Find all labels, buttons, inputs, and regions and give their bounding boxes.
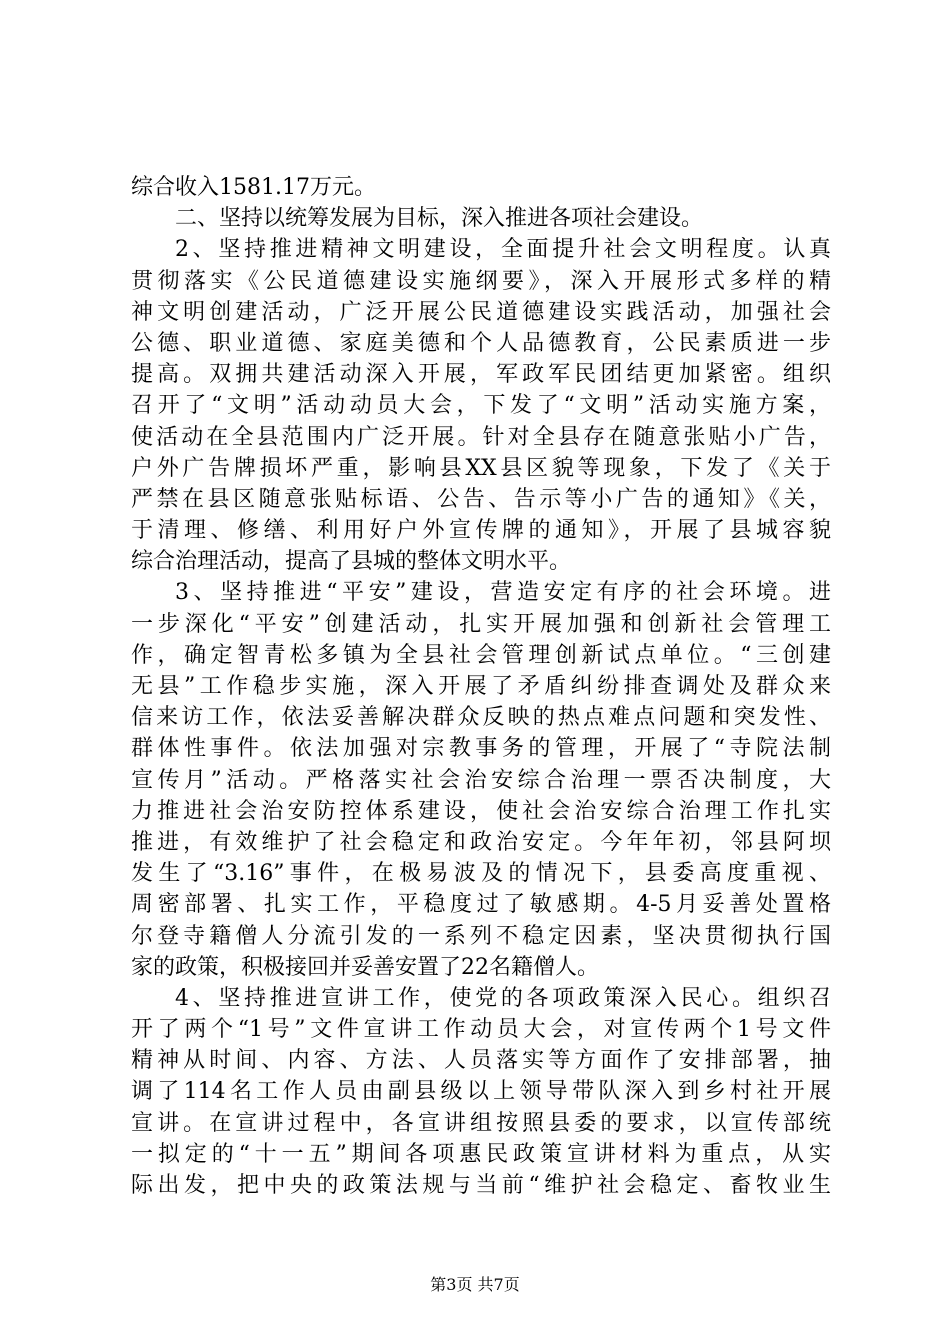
text-line: 3、坚持推进“平安”建设，营造安定有序的社会环境。进 [175,580,831,606]
text-line: 综合治理活动，提高了县城的整体文明水平。 [131,549,572,575]
text-line: 提高。双拥共建活动深入开展，军政军民团结更加紧密。组织 [131,362,831,388]
text-line: 综合收入1581.17万元。 [131,175,376,200]
text-line: 宣传月”活动。严格落实社会治安综合治理一票否决制度，大 [131,767,831,793]
text-line: 一拟定的“十一五”期间各项惠民政策宣讲材料为重点，从实 [131,1141,831,1167]
text-line: 精神从时间、内容、方法、人员落实等方面作了安排部署，抽 [131,1048,831,1074]
text-line: 推进，有效维护了社会稳定和政治安定。今年年初，邻县阿坝 [131,829,831,855]
text-line: 户外广告牌损坏严重，影响县XX县区貌等现象，下发了《关于 [131,455,831,481]
text-line: 神文明创建活动，广泛开展公民道德建设实践活动，加强社会 [131,299,831,325]
text-line: 家的政策，积极接回并妥善安置了22名籍僧人。 [131,954,599,980]
text-line: 群体性事件。依法加强对宗教事务的管理，开展了“寺院法制 [131,736,831,762]
text-line: 信来访工作，依法妥善解决群众反映的热点难点问题和突发性、 [131,705,831,731]
text-line: 周密部署、扎实工作，平稳度过了敏感期。4-5月妥善处置格 [131,892,831,918]
text-line: 公德、职业道德、家庭美德和个人品德教育，公民素质进一步 [131,330,831,356]
text-line: 2、坚持推进精神文明建设，全面提升社会文明程度。认真 [175,237,831,263]
text-line: 发生了“3.16”事件，在极易波及的情况下，县委高度重视、 [131,861,831,887]
text-line: 贯彻落实《公民道德建设实施纲要》，深入开展形式多样的精 [131,268,831,294]
text-line: 无县”工作稳步实施，深入开展了矛盾纠纷排查调处及群众来 [131,674,831,699]
text-line: 于清理、修缮、利用好户外宣传牌的通知》，开展了县城容貌 [131,518,831,544]
text-line: 尔登寺籍僧人分流引发的一系列不稳定因素，坚决贯彻执行国 [131,923,831,949]
text-line: 际出发，把中央的政策法规与当前“维护社会稳定、畜牧业生 [131,1173,831,1198]
page-footer: 第3页 共7页 [430,1275,520,1294]
text-line: 4、坚持推进宣讲工作，使党的各项政策深入民心。组织召 [175,985,831,1011]
text-line: 二、坚持以统筹发展为目标，深入推进各项社会建设。 [175,206,704,232]
text-line: 一步深化“平安”创建活动，扎实开展加强和创新社会管理工 [131,611,831,637]
text-line: 召开了“文明”活动动员大会，下发了“文明”活动实施方案， [131,393,831,419]
text-line: 使活动在全县范围内广泛开展。针对全县存在随意张贴小广告， [131,424,831,450]
text-line: 力推进社会治安防控体系建设，使社会治安综合治理工作扎实 [131,798,831,824]
text-line: 宣讲。在宣讲过程中，各宣讲组按照县委的要求，以宣传部统 [131,1110,831,1136]
text-line: 严禁在县区随意张贴标语、公告、告示等小广告的通知》《关， [131,486,831,512]
text-line: 作，确定智青松多镇为全县社会管理创新试点单位。“三创建 [131,642,831,668]
body-text [131,172,831,1201]
text-line: 开了两个“1号”文件宣讲工作动员大会，对宣传两个1号文件 [131,1017,831,1043]
text-line: 调了114名工作人员由副县级以上领导带队深入到乡村社开展 [131,1079,831,1105]
